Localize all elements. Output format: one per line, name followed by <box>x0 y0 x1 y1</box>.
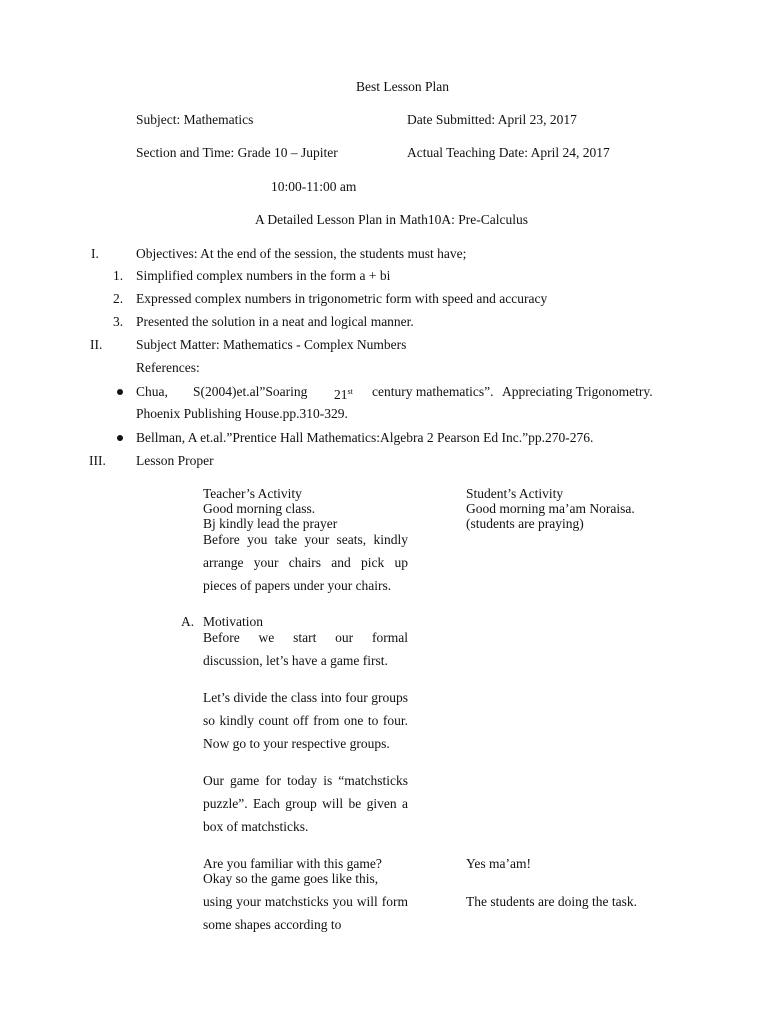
motivation-letter: A. <box>181 614 195 629</box>
reference-1-year-number <box>334 384 353 403</box>
actual-teaching-date: Actual Teaching Date: April 24, 2017 <box>407 145 610 160</box>
reference-2: Bellman, A et.al.”Prentice Hall Mathematics:Algebra 2 Pearson Ed Inc.”pp.270-276. <box>136 430 594 445</box>
section-time: Section and Time: Grade 10 – Jupiter <box>136 145 338 160</box>
teacher-familiar-question: Are you familiar with this game? <box>203 856 382 871</box>
plan-title: A Detailed Lesson Plan in Math10A: Pre-Calculus <box>255 212 528 227</box>
teacher-game-intro: Before we start our formal discussion, let’s have a game first. <box>203 630 408 668</box>
student-prayer: (students are praying) <box>466 516 584 531</box>
teacher-prayer: Bj kindly lead the prayer <box>203 516 338 531</box>
lesson-proper-heading: Lesson Proper <box>136 453 214 468</box>
class-time: 10:00-11:00 am <box>271 179 357 194</box>
teacher-greeting: Good morning class. <box>203 501 316 516</box>
objective-item: Simplified complex numbers in the form a + bi <box>136 268 391 283</box>
teacher-divide-groups: Let’s divide the class into four groups so kindly count off from one to four. Now go to your respective groups. <box>203 690 408 751</box>
subject-line: Subject: Mathematics <box>136 112 254 127</box>
ordinal-suffix: st <box>347 387 353 396</box>
motivation-label: Motivation <box>203 614 263 629</box>
section-iii-numeral: III. <box>89 453 106 468</box>
teacher-okay: Okay so the game goes like this, <box>203 871 379 886</box>
reference-1-part: Appreciating Trigonometry. <box>502 384 653 399</box>
document-title: Best Lesson Plan <box>356 79 449 94</box>
student-doing-task: The students are doing the task. <box>466 894 637 909</box>
objective-number: 1. <box>113 268 124 283</box>
reference-1-part: Chua, <box>136 384 168 399</box>
objective-number: 2. <box>113 291 124 306</box>
student-familiar-answer: Yes ma’am! <box>466 856 531 871</box>
teacher-activity-header: Teacher’s Activity <box>203 486 302 501</box>
reference-1-part: S(2004)et.al”Soaring <box>193 384 308 399</box>
section-i-numeral: I. <box>91 246 99 261</box>
date-submitted: Date Submitted: April 23, 2017 <box>407 112 577 127</box>
bullet-icon <box>117 435 123 441</box>
student-greeting: Good morning ma’am Noraisa. <box>466 501 635 516</box>
teacher-puzzle-intro: Our game for today is “matchsticks puzzle”. Each group will be given a box of matchsticks. <box>203 773 408 834</box>
ordinal-number: 21 <box>334 387 348 402</box>
objectives-heading: Objectives: At the end of the session, the students must have; <box>136 246 467 261</box>
objective-item: Presented the solution in a neat and logical manner. <box>136 314 414 329</box>
references-label: References: <box>136 360 200 375</box>
bullet-icon <box>117 389 123 395</box>
objective-number: 3. <box>113 314 124 329</box>
reference-1-part: century mathematics”. <box>372 384 494 399</box>
teacher-arrange-instruction: Before you take your seats, kindly arrange your chairs and pick up pieces of papers under your chairs. <box>203 532 408 593</box>
student-activity-header: Student’s Activity <box>466 486 564 501</box>
teacher-using-matchsticks: using your matchsticks you will form some shapes according to <box>203 894 408 932</box>
objective-item: Expressed complex numbers in trigonometric form with speed and accuracy <box>136 291 548 306</box>
subject-matter-heading: Subject Matter: Mathematics - Complex Numbers <box>136 337 407 352</box>
reference-1-line-2: Phoenix Publishing House.pp.310-329. <box>136 406 348 421</box>
section-ii-numeral: II. <box>90 337 103 352</box>
